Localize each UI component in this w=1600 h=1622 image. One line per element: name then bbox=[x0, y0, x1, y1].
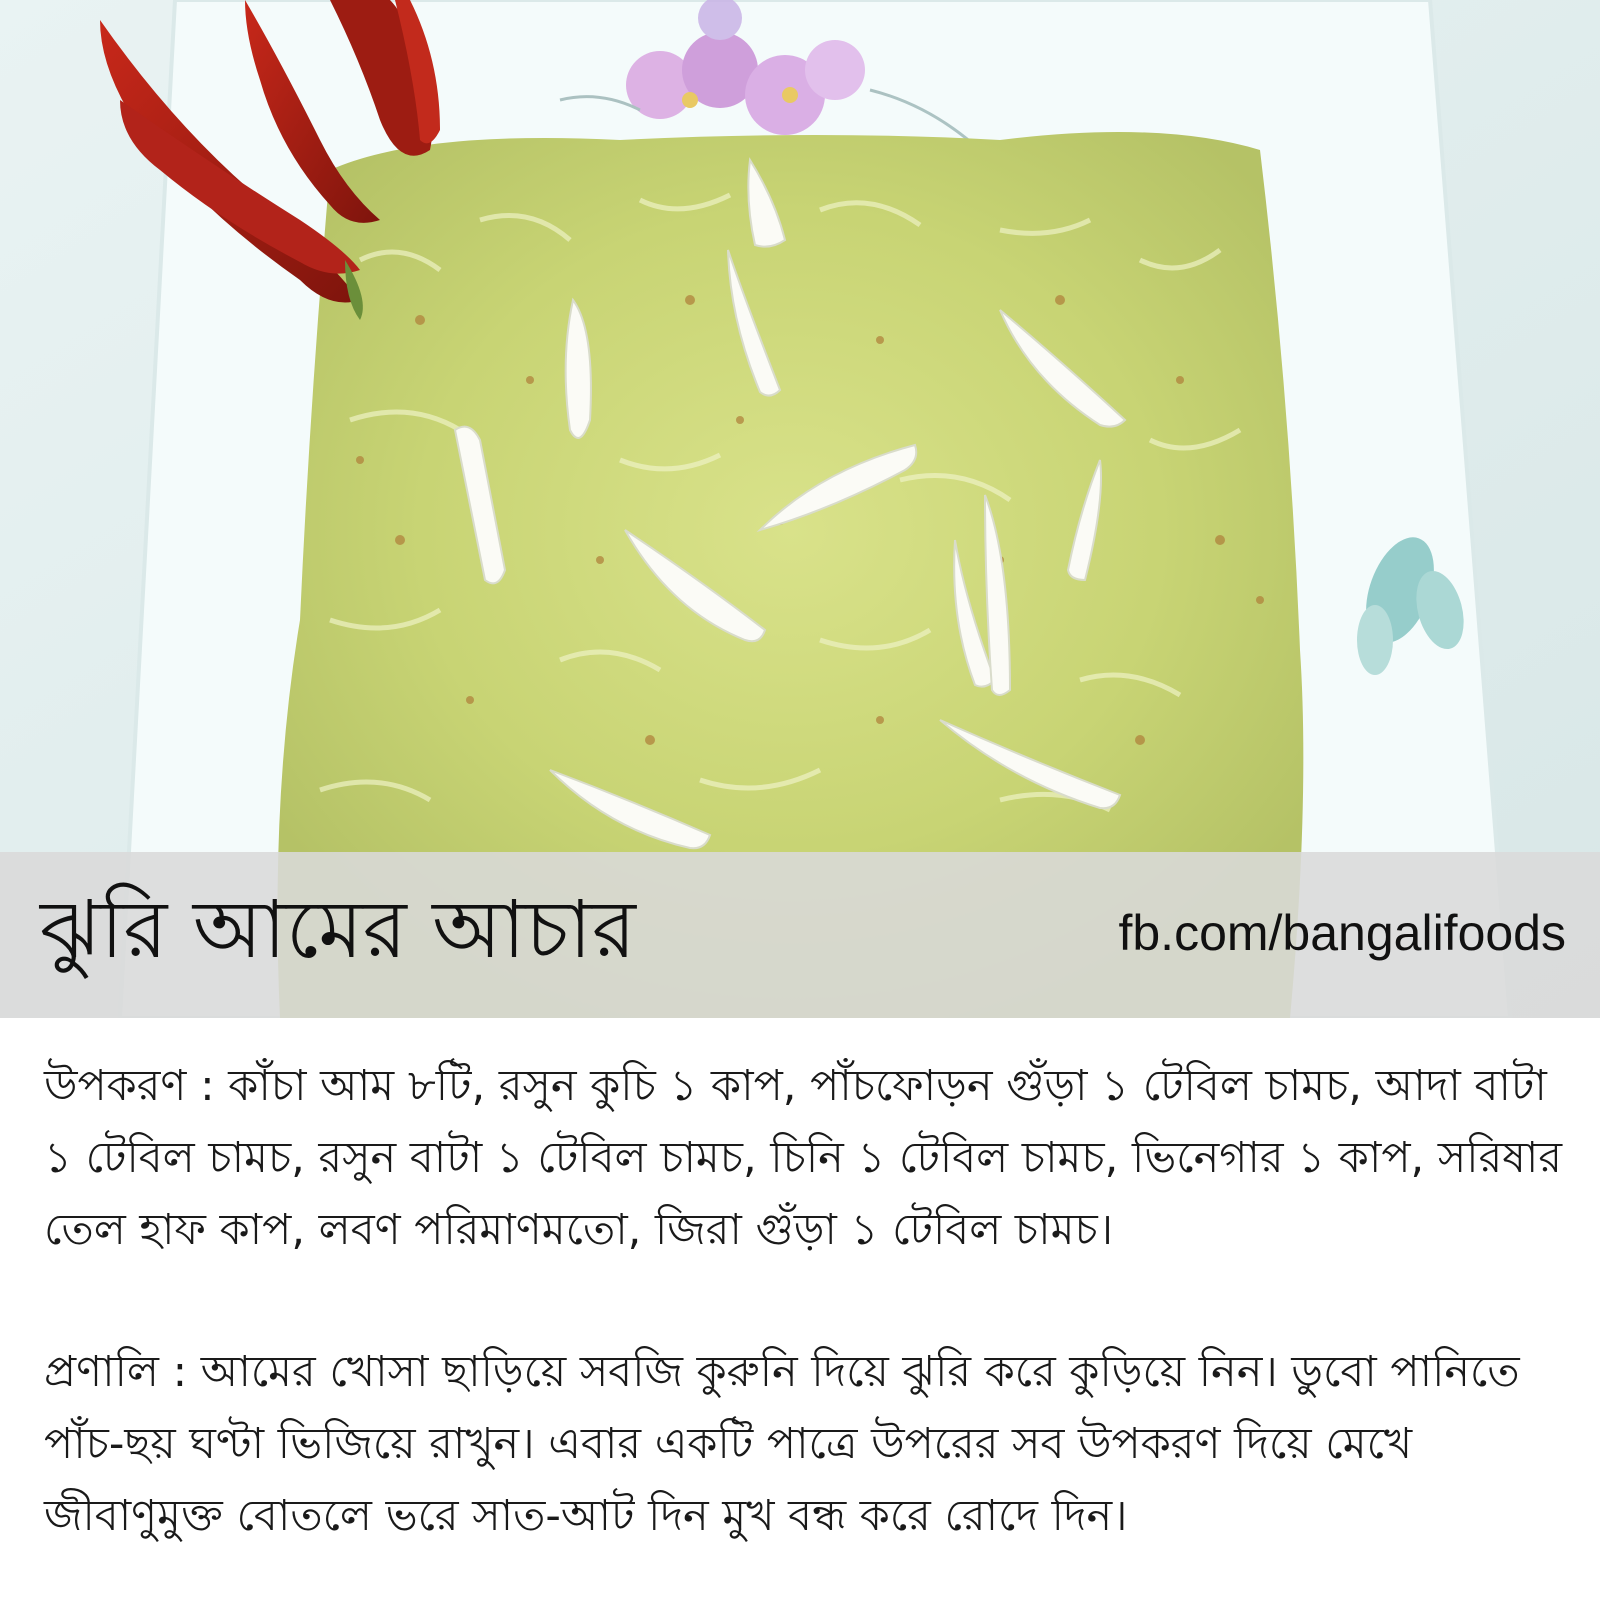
method-paragraph bbox=[44, 1336, 1564, 1552]
recipe-body bbox=[44, 1050, 1564, 1622]
ingredients-text: কাঁচা আম ৮টি, রসুন কুচি ১ কাপ, পাঁচফোড়ন গুঁড়া ১ টেবিল চামচ, আদা বাটা ১ টেবিল চামচ, রসুন বাটা ১ টেবিল চামচ, চিনি ১ টেবিল চামচ, ভিনেগার ১ কাপ, সরিষার তেল হাফ কাপ, লবণ পরিমাণমতো, জিরা গুঁড়া ১ টেবিল চামচ। bbox=[44, 1061, 1563, 1255]
method-text: আমের খোসা ছাড়িয়ে সবজি কুরুনি দিয়ে ঝুরি করে কুড়িয়ে নিন। ডুবো পানিতে পাঁচ-ছয় ঘণ্টা ভিজিয়ে রাখুন। এবার একটি পাত্রে উপরের সব উপকরণ দিয়ে মেখে জীবাণুমুক্ত বোতলে ভরে সাত-আট দিন মুখ বন্ধ করে রোদে দিন। bbox=[44, 1347, 1520, 1541]
source-link[interactable]: fb.com/bangalifoods bbox=[1118, 905, 1566, 961]
ingredients-paragraph bbox=[44, 1050, 1564, 1266]
ingredients-label: উপকরণ : bbox=[44, 1061, 215, 1111]
method-label: প্রণালি : bbox=[44, 1347, 188, 1397]
recipe-title: ঝুরি আমের আচার bbox=[40, 883, 636, 976]
